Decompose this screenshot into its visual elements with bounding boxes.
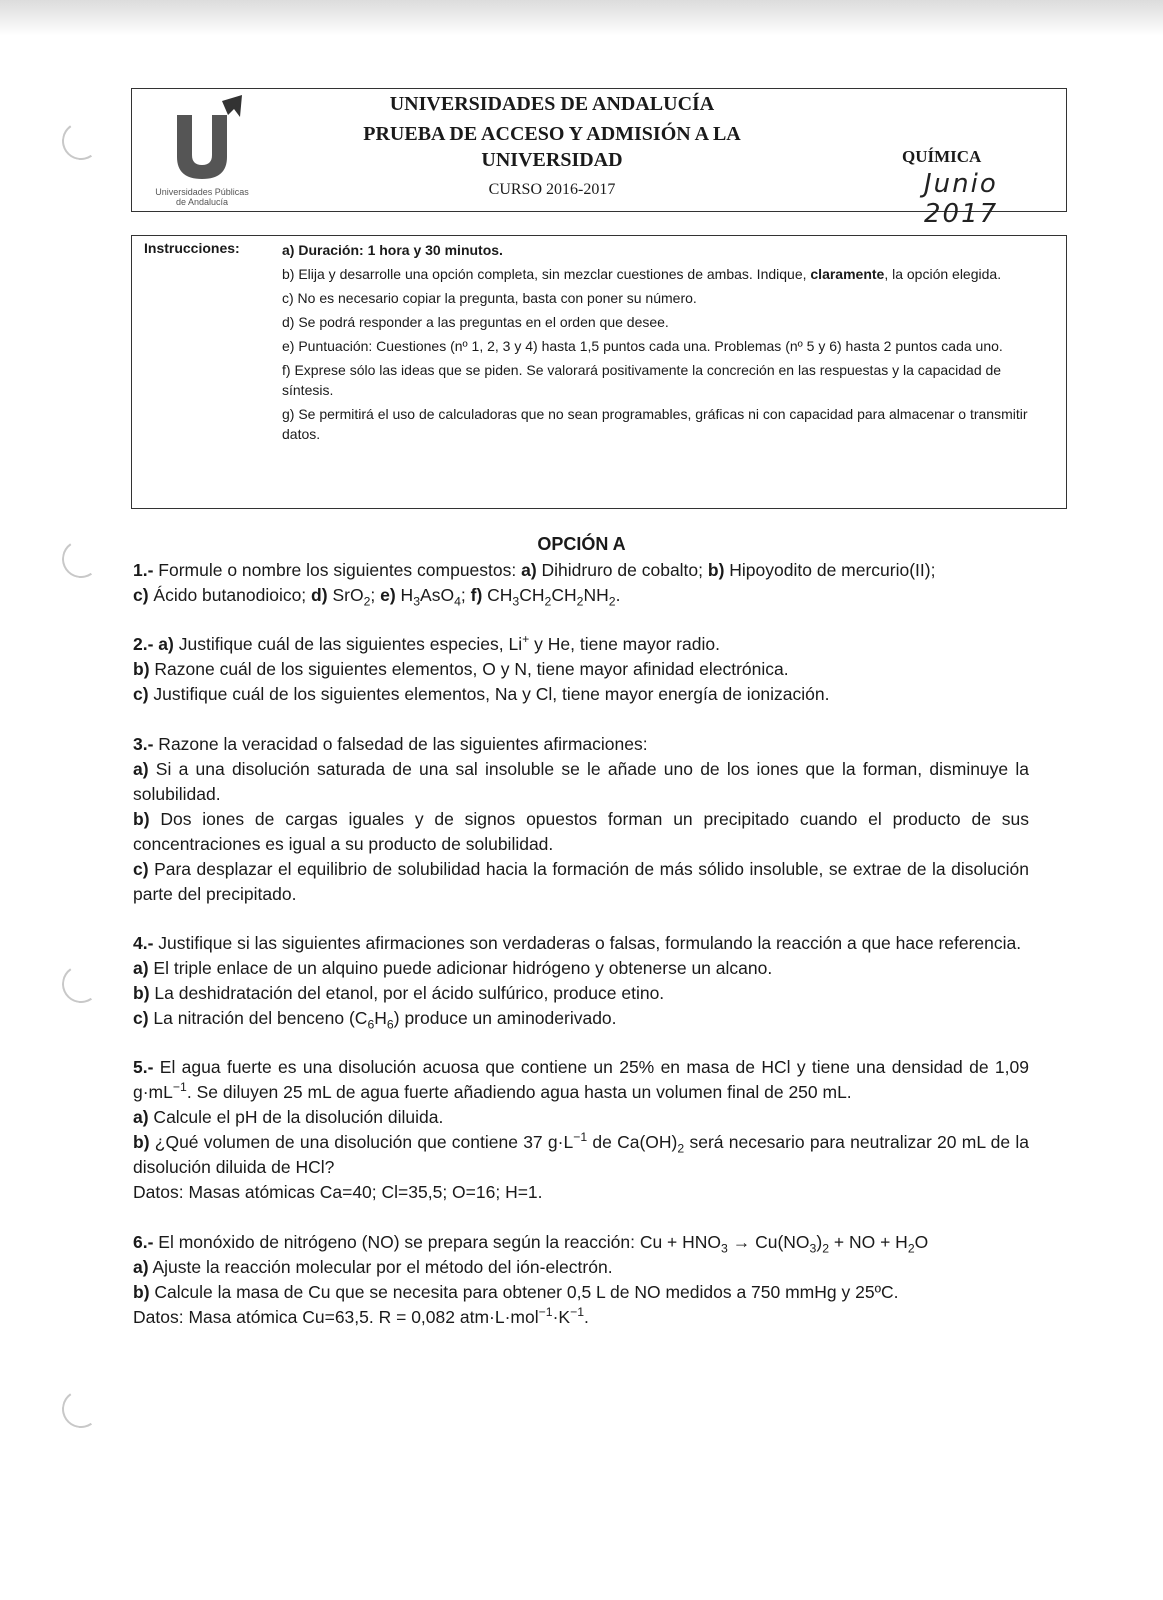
university-logo: [142, 95, 262, 205]
header-course: CURSO 2016-2017: [488, 181, 616, 198]
instructions-list: [282, 240, 1042, 448]
logo-caption-line2: de Andalucía: [175, 197, 229, 207]
u-logo-icon: [142, 95, 262, 185]
instructions-box: [131, 235, 1067, 509]
header-title-line1: UNIVERSIDADES DE ANDALUCÍA: [389, 93, 715, 115]
logo-caption: [142, 187, 262, 207]
question-4: 4.- Justifique si las siguientes afirmaciones son verdaderas o falsas, formulando la reacción a que hace referencia. a) El triple enlace de un alquino puede adicionar hidrógeno y obtenerse un alcano. b) La deshidratación del etanol, por el ácido sulfúrico, produce etino. c) La nitración del benceno $(C_6H_6)$ produce un aminoderivado.: [133, 933, 1022, 1032]
question-6: 6.- El monóxido de nitrógeno (NO) se prepara según la reacción: $Cu + HNO_3 \to Cu(NO_3)_2$ + NO + $H_2O$ a) Ajuste la reacción molecular por el método del ión-electrón. b) Calcule la masa de Cu que se necesita para obtener 0,5 L de NO medidos a 750 mmHg y 25ºC. Datos: Masa atómica Cu=63,5. R = 0,082 $atm\cdot L\cdot mol^{-1}\cdot K^{-1}$.: [133, 1232, 929, 1327]
instruction-item: d) Se podrá responder a las preguntas en el orden que desee.: [282, 314, 669, 330]
punch-hole-3: [59, 962, 103, 1006]
scan-shadow: [0, 0, 1163, 36]
instruction-item: f) Exprese sólo las ideas que se piden. Se valorará positivamente la concreción en las respuestas y la capacidad de síntesis.: [282, 362, 1002, 398]
header-title-line3: UNIVERSIDAD: [481, 149, 623, 171]
question-1: 1.- Formule o nombre los siguientes compuestos: a) Dihidruro de cobalto; b) Hipoyodito de mercurio(II); c) Ácido butanodioico; d) SrO$_2$; e) $H_3AsO_4$; f) $CH_3CH_2CH_2NH_2$.: [133, 560, 936, 609]
instruction-item: a) Duración: 1 hora y 30 minutos.: [282, 242, 503, 258]
header-box: [131, 88, 1067, 229]
instruction-item: g) Se permitirá el uso de calculadoras que no sean programables, gráficas ni con capacidad para almacenar o transmitir datos.: [282, 406, 1028, 442]
header-subject: QUÍMICA: [902, 147, 982, 166]
punch-hole-4: [59, 1387, 103, 1431]
instruction-item: b) Elija y desarrolle una opción completa, sin mezclar cuestiones de ambas. Indique, claramente, la opción elegida.: [282, 266, 1002, 282]
punch-hole-1: [59, 119, 103, 163]
question-5: 5.- El agua fuerte es una disolución acuosa que contiene un 25% en masa de HCl y tiene una densidad de 1,09 $g\cdot mL^{-1}$. Se diluyen 25 mL de agua fuerte añadiendo agua hasta un volumen final de 250 mL. a) Calcule el pH de la disolución diluida. b) ¿Qué volumen de una disolución que contiene 37 $g\cdot L^{-1}$ de $Ca(OH)_2$ será necesario para neutralizar 20 mL de la disolución diluida de HCl? Datos: Masas atómicas Ca=40; Cl=35,5; O=16; H=1.: [133, 1057, 1029, 1202]
header-title-line2: PRUEBA DE ACCESO Y ADMISIÓN A LA: [363, 123, 741, 145]
handwritten-date: Junio 2017: [924, 169, 999, 229]
instruction-item: c) No es necesario copiar la pregunta, basta con poner su número.: [282, 290, 697, 306]
instruction-item: e) Puntuación: Cuestiones (nº 1, 2, 3 y 4) hasta 1,5 puntos cada una. Problemas (nº 5 y 6) hasta 2 puntos cada uno.: [282, 338, 1003, 354]
logo-caption-line1: Universidades Públicas: [155, 187, 249, 197]
section-title: OPCIÓN A: [537, 534, 626, 554]
question-3: 3.- Razone la veracidad o falsedad de las siguientes afirmaciones: a) Si a una disolución saturada de una sal insoluble se le añade uno de los iones que la forman, disminuye la solubilidad. b) Dos iones de cargas iguales y de signos opuestos forman un precipitado cuando el producto de sus concentraciones es igual a su producto de solubilidad. c) Para desplazar el equilibrio de solubilidad hacia la formación de más sólido insoluble, se extrae de la disolución parte del precipitado.: [133, 734, 1029, 904]
question-2: 2.- a) Justifique cuál de las siguientes especies, Li+ y He, tiene mayor radio. b) Razone cuál de los siguientes elementos, O y N, tiene mayor afinidad electrónica. c) Justifique cuál de los siguientes elementos, Na y Cl, tiene mayor energía de ionización.: [133, 632, 830, 704]
instructions-label: Instrucciones:: [144, 240, 240, 256]
